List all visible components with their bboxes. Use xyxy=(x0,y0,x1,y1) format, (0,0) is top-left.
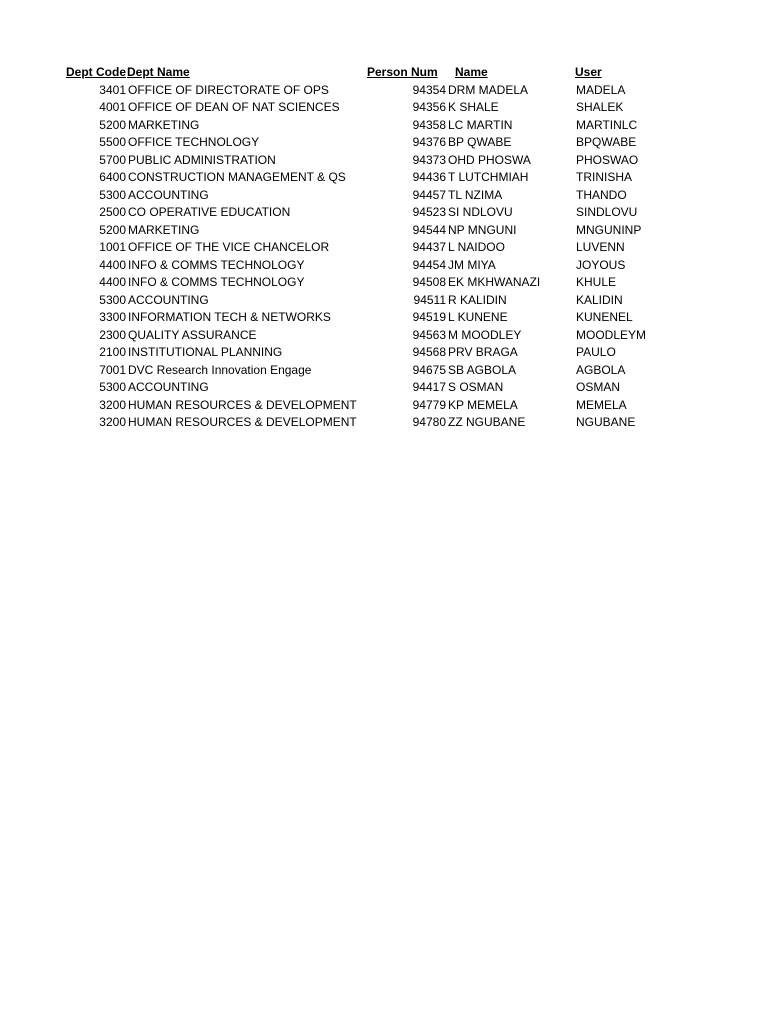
table-row xyxy=(66,379,706,397)
dept-name-cell: HUMAN RESOURCES & DEVELOPMENT xyxy=(128,415,357,429)
table-row xyxy=(66,362,706,380)
person-num-cell: 94358 xyxy=(412,117,446,132)
table-row xyxy=(66,222,706,240)
person-num-cell: 94373 xyxy=(412,152,446,167)
header-person-num: Person Num xyxy=(367,65,438,79)
header-user: User xyxy=(575,65,602,79)
header-dept-code: Dept Code xyxy=(66,65,126,79)
header-name: Name xyxy=(455,65,488,79)
table-row xyxy=(66,187,706,205)
table-row xyxy=(66,169,706,187)
user-cell: JOYOUS xyxy=(576,257,626,272)
table-row xyxy=(66,397,706,415)
name-cell: KP MEMELA xyxy=(448,397,518,412)
name-cell: K SHALE xyxy=(448,100,499,114)
dept-name-cell: INFO & COMMS TECHNOLOGY xyxy=(128,257,305,272)
dept-name-cell: HUMAN RESOURCES & DEVELOPMENT xyxy=(128,397,357,412)
dept-code-cell: 2500 xyxy=(99,205,126,219)
name-cell: SI NDLOVU xyxy=(448,205,513,219)
table-row xyxy=(66,292,706,310)
dept-code-cell: 6400 xyxy=(99,170,126,184)
user-cell: MADELA xyxy=(576,82,626,97)
dept-name-cell: ACCOUNTING xyxy=(128,380,209,394)
dept-code-cell: 5300 xyxy=(99,292,126,307)
dept-name-cell: OFFICE OF DIRECTORATE OF OPS xyxy=(128,82,329,97)
dept-code-cell: 5300 xyxy=(99,187,126,202)
person-num-cell: 94519 xyxy=(412,310,446,324)
dept-code-cell: 5700 xyxy=(99,152,126,167)
table-row xyxy=(66,309,706,327)
user-cell: KHULE xyxy=(576,275,617,289)
name-cell: JM MIYA xyxy=(448,257,496,272)
person-num-cell: 94544 xyxy=(412,222,446,237)
user-cell: LUVENN xyxy=(576,240,625,254)
table-row xyxy=(66,117,706,135)
person-num-cell: 94354 xyxy=(412,82,446,97)
user-cell: OSMAN xyxy=(576,380,621,394)
name-cell: R KALIDIN xyxy=(448,292,507,307)
dept-name-cell: OFFICE OF THE VICE CHANCELOR xyxy=(128,240,330,254)
user-cell: TRINISHA xyxy=(576,170,633,184)
user-cell: NGUBANE xyxy=(576,415,636,429)
name-cell: M MOODLEY xyxy=(448,327,522,342)
name-cell: L NAIDOO xyxy=(448,240,505,254)
name-cell: T LUTCHMIAH xyxy=(448,170,529,184)
dept-name-cell: MARKETING xyxy=(128,222,200,237)
person-num-cell: 94675 xyxy=(412,362,446,377)
person-num-cell: 94779 xyxy=(412,397,446,412)
name-cell: OHD PHOSWA xyxy=(448,152,531,167)
dept-name-cell: ACCOUNTING xyxy=(128,292,209,307)
person-num-cell: 94568 xyxy=(412,345,446,359)
user-cell: MEMELA xyxy=(576,397,627,412)
user-cell: KALIDIN xyxy=(576,292,623,307)
person-num-cell: 94436 xyxy=(412,170,446,184)
table-body xyxy=(66,82,706,432)
dept-name-cell: PUBLIC ADMINISTRATION xyxy=(128,152,276,167)
dept-code-cell: 3200 xyxy=(99,397,126,412)
name-cell: TL NZIMA xyxy=(448,187,503,202)
dept-code-cell: 5200 xyxy=(99,117,126,132)
dept-code-cell: 3300 xyxy=(99,310,126,324)
person-num-cell: 94508 xyxy=(412,275,446,289)
table-row xyxy=(66,257,706,275)
dept-code-cell: 5300 xyxy=(99,380,126,394)
staff-table xyxy=(66,64,706,432)
dept-code-cell: 2300 xyxy=(99,327,126,342)
table-row xyxy=(66,344,706,362)
name-cell: SB AGBOLA xyxy=(448,362,517,377)
user-cell: AGBOLA xyxy=(576,362,626,377)
user-cell: BPQWABE xyxy=(576,135,637,149)
user-cell: MNGUNINP xyxy=(576,222,642,237)
table-row xyxy=(66,204,706,222)
name-cell: DRM MADELA xyxy=(448,82,529,97)
name-cell: BP QWABE xyxy=(448,135,512,149)
user-cell: MARTINLC xyxy=(576,117,638,132)
table-row xyxy=(66,152,706,170)
table-header xyxy=(66,64,706,82)
person-num-cell: 94523 xyxy=(412,205,446,219)
table-row xyxy=(66,82,706,100)
name-cell: L KUNENE xyxy=(448,310,508,324)
dept-name-cell: INSTITUTIONAL PLANNING xyxy=(128,345,283,359)
person-num-cell: 94454 xyxy=(412,257,446,272)
dept-code-cell: 7001 xyxy=(99,362,126,377)
dept-code-cell: 3401 xyxy=(99,82,126,97)
person-num-cell: 94780 xyxy=(412,415,446,429)
dept-name-cell: DVC Research Innovation Engage xyxy=(128,362,312,377)
user-cell: PAULO xyxy=(576,345,616,359)
table-row xyxy=(66,134,706,152)
dept-code-cell: 2100 xyxy=(99,345,126,359)
dept-code-cell: 3200 xyxy=(99,415,126,429)
header-dept-name: Dept Name xyxy=(127,65,190,79)
person-num-cell: 94563 xyxy=(412,327,446,342)
dept-code-cell: 4001 xyxy=(99,100,126,114)
table-row xyxy=(66,274,706,292)
dept-code-cell: 1001 xyxy=(99,240,126,254)
user-cell: SINDLOVU xyxy=(576,205,638,219)
person-num-cell: 94457 xyxy=(412,187,446,202)
dept-code-cell: 5200 xyxy=(99,222,126,237)
dept-name-cell: QUALITY ASSURANCE xyxy=(128,327,257,342)
user-cell: THANDO xyxy=(576,187,627,202)
user-cell: SHALEK xyxy=(576,100,624,114)
dept-name-cell: OFFICE OF DEAN OF NAT SCIENCES xyxy=(128,100,340,114)
table-row xyxy=(66,327,706,345)
person-num-cell: 94437 xyxy=(412,240,446,254)
dept-code-cell: 5500 xyxy=(99,135,126,149)
dept-name-cell: CO OPERATIVE EDUCATION xyxy=(128,205,291,219)
name-cell: NP MNGUNI xyxy=(448,222,517,237)
person-num-cell: 94511 xyxy=(413,292,446,307)
dept-code-cell: 4400 xyxy=(99,257,126,272)
name-cell: S OSMAN xyxy=(448,380,504,394)
dept-name-cell: MARKETING xyxy=(128,117,200,132)
person-num-cell: 94376 xyxy=(412,135,446,149)
dept-name-cell: OFFICE TECHNOLOGY xyxy=(128,135,260,149)
name-cell: PRV BRAGA xyxy=(448,345,518,359)
dept-code-cell: 4400 xyxy=(99,275,126,289)
header-row xyxy=(66,64,706,82)
table-row xyxy=(66,99,706,117)
table-row xyxy=(66,414,706,432)
person-num-cell: 94417 xyxy=(412,380,446,394)
dept-name-cell: INFO & COMMS TECHNOLOGY xyxy=(128,275,305,289)
user-cell: KUNENEL xyxy=(576,310,633,324)
person-num-cell: 94356 xyxy=(412,100,446,114)
user-cell: MOODLEYM xyxy=(576,327,647,342)
dept-name-cell: INFORMATION TECH & NETWORKS xyxy=(128,310,331,324)
dept-name-cell: CONSTRUCTION MANAGEMENT & QS xyxy=(128,170,346,184)
table-row xyxy=(66,239,706,257)
staff-listing-sheet xyxy=(0,64,768,432)
dept-name-cell: ACCOUNTING xyxy=(128,187,209,202)
name-cell: EK MKHWANAZI xyxy=(448,275,541,289)
user-cell: PHOSWAO xyxy=(576,152,639,167)
name-cell: LC MARTIN xyxy=(448,117,513,132)
name-cell: ZZ NGUBANE xyxy=(448,415,526,429)
